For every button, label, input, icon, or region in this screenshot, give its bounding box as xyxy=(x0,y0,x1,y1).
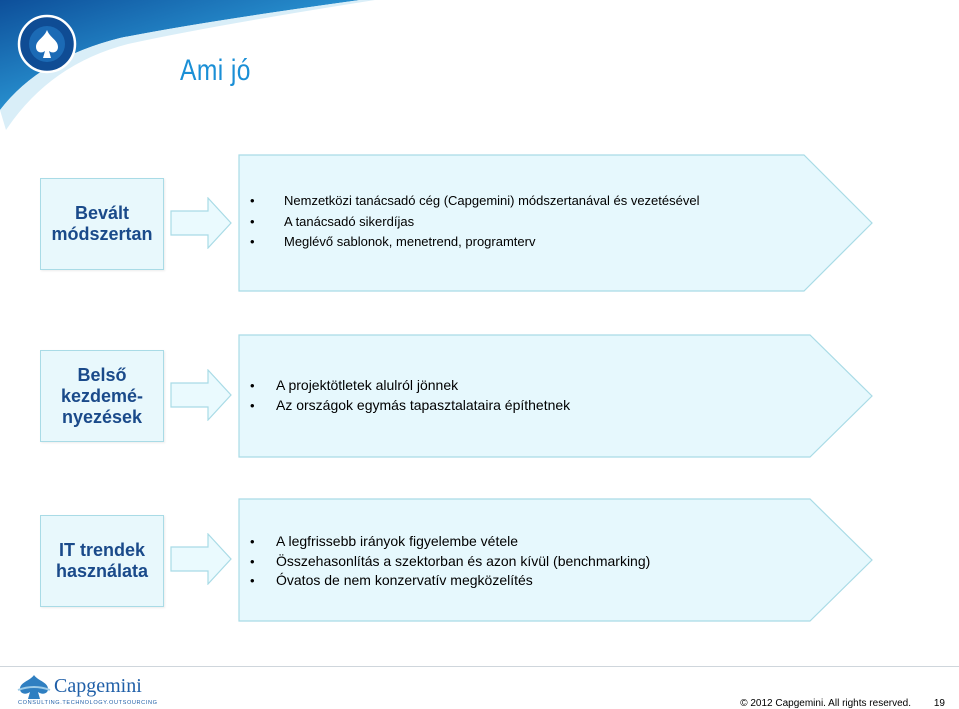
corner-decoration xyxy=(0,0,959,140)
bullet-list xyxy=(250,191,699,253)
right-arrow-icon xyxy=(170,533,232,585)
bullet-list xyxy=(250,532,650,591)
collaborative-badge-icon xyxy=(19,16,75,72)
section-label-line: IT trendek xyxy=(58,540,145,560)
bullet-item: • Óvatos de nem konzervatív megközelítés xyxy=(250,571,650,591)
bullet-item: • Összehasonlítás a szektorban és azon kívül (benchmarking) xyxy=(250,552,650,572)
section-label-line: használata xyxy=(55,561,149,581)
bullet-item: • Az országok egymás tapasztalataira építhetnek xyxy=(250,396,570,416)
section-label-line: nyezések xyxy=(61,406,143,427)
bullet-item: • A legfrissebb irányok figyelembe vétele xyxy=(250,532,650,552)
bullet-item: • Nemzetközi tanácsadó cég (Capgemini) módszertanával és vezetésével xyxy=(250,191,699,212)
right-arrow-icon xyxy=(170,197,232,249)
right-arrow-icon xyxy=(170,369,232,421)
bullet-list xyxy=(250,376,570,415)
footer-divider xyxy=(0,666,959,667)
copyright-text: © 2012 Capgemini. All rights reserved. xyxy=(740,698,911,709)
bullet-item: • A projektötletek alulról jönnek xyxy=(250,376,570,396)
section-label-box xyxy=(40,350,164,442)
capgemini-logo xyxy=(14,672,164,706)
section-label-line: Belső xyxy=(77,364,127,385)
svg-text:Capgemini: Capgemini xyxy=(54,675,142,697)
svg-text:CONSULTING.TECHNOLOGY.OUTSOURC: CONSULTING.TECHNOLOGY.OUTSOURCING xyxy=(18,700,158,706)
section-label-line: Bevált xyxy=(74,203,130,223)
slide-title: Ami jó xyxy=(180,54,251,87)
section-label-line: módszertan xyxy=(51,224,153,244)
bullet-item: • A tanácsadó sikerdíjas xyxy=(250,212,699,233)
section-label-box xyxy=(40,515,164,607)
page-number: 19 xyxy=(933,698,945,709)
section-label-box xyxy=(40,178,164,270)
bullet-item: • Meglévő sablonok, menetrend, programterv xyxy=(250,232,699,253)
spade-logo-icon xyxy=(18,675,50,699)
section-label-line: kezdemé- xyxy=(60,385,144,406)
